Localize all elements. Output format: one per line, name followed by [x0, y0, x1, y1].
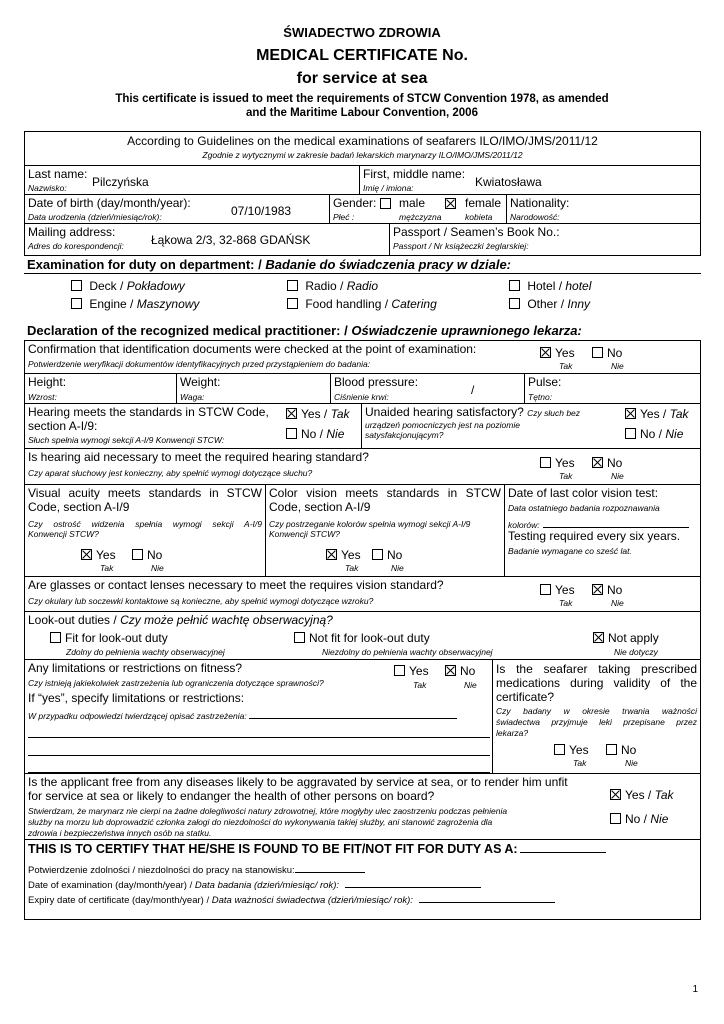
- unaided-yes-tak: Tak: [669, 407, 689, 421]
- specify-line-3[interactable]: [28, 755, 490, 756]
- acuity-yes-label: Yes: [96, 548, 116, 562]
- color-nie: Nie: [391, 563, 404, 573]
- last-name-value[interactable]: Pilczyńska: [92, 175, 149, 189]
- subtitle: for service at sea: [296, 70, 428, 87]
- acuity-no-label: No: [147, 548, 163, 562]
- hearing-aid-no-label: No: [607, 456, 623, 470]
- fit-lookout-checkbox[interactable]: [50, 632, 61, 643]
- diseases-yes-checkbox[interactable]: [610, 789, 621, 800]
- lookout-na-pl: Nie dotyczy: [614, 647, 658, 657]
- specify-en: If “yes”, specify limitations or restrictions:: [28, 691, 245, 705]
- fit-lookout-label: Fit for look-out duty: [65, 631, 168, 645]
- meds-nie: Nie: [625, 758, 638, 768]
- female-label-pl: kobieta: [465, 212, 493, 222]
- dept-radio[interactable]: [287, 279, 378, 293]
- declaration-heading-pl: Oświadczenie uprawnionego lekarza:: [351, 323, 582, 338]
- acuity-pl1: Czy ostrość widzenia spełnia wymogi sekcji A-I/9: [28, 519, 262, 529]
- radio-label-pl: Radio: [346, 279, 379, 293]
- duty-field[interactable]: [520, 842, 606, 853]
- personal-section: [24, 131, 701, 256]
- limitations-nie: Nie: [464, 680, 477, 690]
- acuity-no-checkbox[interactable]: [132, 549, 143, 560]
- certify-heading-text: THIS IS TO CERTIFY THAT HE/SHE IS FOUND TO BE FIT/NOT FIT FOR DUTY AS A:: [28, 842, 518, 856]
- glasses-yes-label: Yes: [555, 583, 575, 597]
- meds-no-label: No: [621, 743, 637, 757]
- unaided-yes-checkbox[interactable]: [625, 408, 636, 419]
- deck-label-pl: Pokładowy: [126, 279, 185, 293]
- male-checkbox[interactable]: [380, 198, 391, 209]
- hearing-en2: section A-I/9:: [28, 419, 98, 433]
- color-pl1: Czy postrzeganie kolorów spełnia wymogi sekcji A-I/9: [269, 519, 471, 529]
- meds-pl2: świadectwa przyjmuje leki przepisane przez: [496, 717, 697, 727]
- expiry-date-label-pl: Data ważności świadectwa (dzień/miesiąc/ rok):: [211, 895, 413, 906]
- expiry-date-field[interactable]: [419, 892, 555, 903]
- diseases-yes-label: Yes /: [625, 788, 652, 802]
- lookout-en: Look-out duties /: [28, 613, 117, 627]
- last-test-pl1: Data ostatniego badania rozpoznawania: [508, 503, 660, 513]
- other-checkbox[interactable]: [509, 298, 520, 309]
- guidelines-pl: Zgodnie z wytycznymi w zakresie badań lekarskich marynarzy ILO/IMO/JMS/2011/12: [202, 150, 523, 160]
- department-heading: [27, 257, 511, 272]
- specify-pl: [28, 708, 457, 721]
- hearing-aid-pl: Czy aparat słuchowy jest konieczny, aby spełnić wymogi dotyczące słuchu?: [28, 468, 313, 478]
- bp-label: Blood pressure:: [334, 375, 419, 389]
- six-years-en: Testing required every six years.: [508, 529, 681, 543]
- guidelines-en: According to Guidelines on the medical examinations of seafarers ILO/IMO/JMS/2011/12: [127, 134, 598, 148]
- dob-label-pl: Data urodzenia (dzień/miesiąc/rok):: [28, 212, 162, 222]
- identification-pl: Potwierdzenie weryfikacji dokumentów identyfikacyjnych przed przystąpieniem do badania:: [28, 359, 371, 369]
- passport-label-pl: Passport / Nr książeczki żeglarskiej:: [393, 241, 529, 251]
- weight-label: Weight:: [180, 375, 221, 389]
- diseases-pl3: zdrowia i bezpieczeństwa innych osób na statku.: [28, 828, 212, 838]
- engine-label: Engine /: [89, 297, 134, 311]
- acuity-en2: Code, section A-I/9: [28, 500, 130, 514]
- color-en1: Color vision meets standards in STCW: [269, 486, 501, 500]
- identification-no-checkbox[interactable]: [592, 347, 603, 358]
- page-number: 1: [692, 984, 698, 995]
- meds-en1: Is the seafarer taking prescribed: [496, 662, 697, 676]
- bp-separator: /: [471, 383, 475, 397]
- dept-deck[interactable]: [71, 279, 185, 293]
- lookout-heading: [28, 614, 333, 627]
- meds-yes-checkbox[interactable]: [554, 744, 565, 755]
- unaided-pl1: Czy słuch bez: [527, 408, 581, 418]
- not-fit-lookout-pl: Niezdolny do pełnienia wachty obserwacyjnej: [322, 647, 493, 657]
- hearing-aid-nie: Nie: [611, 471, 624, 481]
- hearing-no-label: No /: [301, 427, 324, 441]
- dob-label: Date of birth (day/month/year):: [28, 196, 191, 210]
- limitations-pl: Czy istnieją jakiekolwiek zastrzeżenia lub ograniczenia dotyczące sprawności?: [28, 678, 324, 688]
- specify-line-1[interactable]: [249, 708, 457, 719]
- limitations-no-label: No: [460, 664, 476, 678]
- radio-label: Radio /: [305, 279, 344, 293]
- glasses-pl: Czy okulary lub soczewki kontaktowe są konieczne, aby spełnić wymogi dotyczące wzroku?: [28, 596, 374, 606]
- gender-label-pl: Płeć :: [333, 212, 355, 222]
- glasses-yes-checkbox[interactable]: [540, 584, 551, 595]
- meds-pl3: lekarza?: [496, 728, 529, 738]
- color-no-checkbox[interactable]: [372, 549, 383, 560]
- hearing-en1: Hearing meets the standards in STCW Code,: [28, 405, 269, 419]
- other-label: Other /: [527, 297, 565, 311]
- acuity-yes-checkbox[interactable]: [81, 549, 92, 560]
- meds-pl1: Czy badany w okresie trwania ważności: [496, 706, 697, 716]
- six-years-pl: Badanie wymagane co sześć lat.: [508, 546, 632, 556]
- hearing-yes-tak: Tak: [330, 407, 350, 421]
- address-value[interactable]: Łąkowa 2/3, 32-868 GDAŃSK: [151, 233, 311, 247]
- hearing-yes-checkbox[interactable]: [286, 408, 297, 419]
- lookout-na-checkbox[interactable]: [593, 632, 604, 643]
- hearing-pl: Słuch spełnia wymogi sekcji A-I/9 Konwencji STCW:: [28, 435, 225, 445]
- declaration-heading: [27, 323, 582, 338]
- last-test-en: Date of last color vision test:: [508, 486, 659, 500]
- limitations-tak: Tak: [413, 680, 427, 690]
- diseases-yes-tak: Tak: [654, 788, 674, 802]
- diseases-no-checkbox[interactable]: [610, 813, 621, 824]
- meds-en3: certificate?: [496, 690, 555, 704]
- pulse-label: Pulse:: [528, 375, 562, 389]
- limitations-yes-label: Yes: [409, 664, 429, 678]
- identification-yes-label: Yes: [555, 346, 575, 360]
- passport-label: Passport / Seamen’s Book No.:: [393, 225, 560, 239]
- diseases-pl2: służby na morzu lub doprowadzić członka załogi do niezdolności do wykonywania takiej służby, ani stanowić zagrożenia dla: [28, 817, 493, 827]
- specify-pl-text: W przypadku odpowiedzi twierdzącej opisać zastrzeżenia:: [28, 711, 247, 721]
- hotel-checkbox[interactable]: [509, 280, 520, 291]
- first-name-label-pl: Imię / imiona:: [363, 183, 414, 193]
- declaration-heading-en: Declaration of the recognized medical practitioner: /: [27, 323, 348, 338]
- limitations-yes-checkbox[interactable]: [394, 665, 405, 676]
- specify-line-2[interactable]: [28, 737, 490, 738]
- department-heading-en: Examination for duty on department: /: [27, 257, 262, 272]
- acuity-nie: Nie: [151, 563, 164, 573]
- weight-label-pl: Waga:: [180, 392, 205, 402]
- engine-label-pl: Maszynowy: [136, 297, 200, 311]
- certify-pl: [28, 862, 365, 877]
- bp-label-pl: Ciśnienie krwi:: [334, 392, 389, 402]
- diseases-en2: for service at sea or likely to endanger the health of other persons on board?: [28, 789, 435, 803]
- hearing-no-nie: Nie: [326, 427, 345, 441]
- identification-tak: Tak: [559, 361, 573, 371]
- first-name-value[interactable]: Kwiatosława: [475, 175, 542, 189]
- unaided-pl3: satysfakcjonującym?: [365, 430, 444, 440]
- medical-section: [24, 340, 701, 840]
- nationality-label-pl: Narodowość:: [510, 212, 560, 222]
- nationality-label: Nationality:: [510, 196, 570, 210]
- identification-en: Confirmation that identification documents were checked at the point of examination:: [28, 342, 477, 356]
- identification-no-label: No: [607, 346, 623, 360]
- glasses-no-label: No: [607, 583, 623, 597]
- hearing-no-checkbox[interactable]: [286, 428, 297, 439]
- meds-no-checkbox[interactable]: [606, 744, 617, 755]
- expiry-date-label: Expiry date of certificate (day/month/year) /: [28, 895, 210, 906]
- dept-other[interactable]: [509, 297, 590, 311]
- deck-checkbox[interactable]: [71, 280, 82, 291]
- height-label: Height:: [28, 375, 67, 389]
- first-name-label: First, middle name:: [363, 167, 466, 181]
- unaided-pl2: urządzeń pomocniczych jest na poziomie: [365, 420, 520, 430]
- color-no-label: No: [387, 548, 403, 562]
- convention-note-line2: and the Maritime Labour Convention, 2006: [246, 107, 478, 119]
- diseases-en1: Is the applicant free from any diseases likely to be aggravated by service at sea, or to render him unfit: [28, 775, 568, 789]
- color-tak: Tak: [345, 563, 359, 573]
- meds-yes-label: Yes: [569, 743, 589, 757]
- hearing-yes-label: Yes /: [301, 407, 328, 421]
- meds-tak: Tak: [573, 758, 587, 768]
- diseases-pl1: Stwierdzam, że marynarz nie cierpi na żadne dolegliwości natury zdrowotnej, które mogłyby ulec zaostrzeniu podczas pełnienia: [28, 806, 508, 816]
- unaided-no-checkbox[interactable]: [625, 428, 636, 439]
- engine-checkbox[interactable]: [71, 298, 82, 309]
- position-field[interactable]: [295, 862, 365, 873]
- exam-date-label: Date of examination (day/month/year) /: [28, 880, 193, 891]
- hearing-aid-en: Is hearing aid necessary to meet the required hearing standard?: [28, 450, 369, 464]
- fit-lookout-pl: Zdolny do pełnienia wachty obserwacyjnej: [66, 647, 225, 657]
- glasses-tak: Tak: [559, 598, 573, 608]
- height-label-pl: Wzrost:: [28, 392, 57, 402]
- acuity-pl2: Konwencji STCW?: [28, 529, 99, 539]
- identification-yes-checkbox[interactable]: [540, 347, 551, 358]
- convention-note-line1: This certificate is issued to meet the requirements of STCW Convention 1978, as amended: [115, 93, 609, 105]
- pulse-label-pl: Tętno:: [528, 392, 553, 402]
- unaided-en-text: Unaided hearing satisfactory?: [365, 405, 524, 419]
- exam-date-field[interactable]: [345, 877, 481, 888]
- female-checkbox[interactable]: [445, 198, 456, 209]
- diseases-no-label: No /: [625, 812, 648, 826]
- department-heading-pl: Badanie do świadczenia pracy w dziale:: [265, 257, 512, 272]
- limitations-en: Any limitations or restrictions on fitness?: [28, 661, 243, 675]
- limitations-no-checkbox[interactable]: [445, 665, 456, 676]
- acuity-tak: Tak: [100, 563, 114, 573]
- dept-hotel[interactable]: [509, 279, 591, 293]
- unaided-yes-label: Yes /: [640, 407, 667, 421]
- last-test-date-field[interactable]: [543, 517, 689, 528]
- male-label-pl: mężczyzna: [399, 212, 442, 222]
- not-fit-lookout-checkbox[interactable]: [294, 632, 305, 643]
- unaided-no-nie: Nie: [665, 427, 684, 441]
- hearing-aid-yes-checkbox[interactable]: [540, 457, 551, 468]
- food-label-pl: Catering: [391, 297, 437, 311]
- color-pl2: Konwencji STCW?: [269, 529, 340, 539]
- identification-nie: Nie: [611, 361, 624, 371]
- dept-engine[interactable]: [71, 297, 199, 311]
- exam-date-row: [28, 877, 481, 892]
- deck-label: Deck /: [89, 279, 124, 293]
- not-fit-lookout-label: Not fit for look-out duty: [309, 631, 430, 645]
- hotel-label: Hotel /: [527, 279, 563, 293]
- last-test-pl2-text: kolorów:: [508, 520, 540, 530]
- lookout-na-label: Not apply: [608, 631, 659, 645]
- hotel-label-pl: hotel: [565, 279, 592, 293]
- last-name-label: Last name:: [28, 167, 88, 181]
- color-en2: Code, section A-I/9: [269, 500, 371, 514]
- hearing-aid-tak: Tak: [559, 471, 573, 481]
- certify-section: [24, 840, 701, 920]
- gender-label: Gender:: [333, 196, 377, 210]
- title-en: MEDICAL CERTIFICATE No.: [256, 47, 468, 64]
- dept-food[interactable]: [287, 297, 437, 311]
- dob-value[interactable]: 07/10/1983: [231, 204, 292, 218]
- radio-checkbox[interactable]: [287, 280, 298, 291]
- unaided-no-label: No /: [640, 427, 663, 441]
- food-label: Food handling /: [305, 297, 389, 311]
- unaided-en: [365, 406, 580, 419]
- hearing-aid-no-checkbox[interactable]: [592, 457, 603, 468]
- color-yes-label: Yes: [341, 548, 361, 562]
- hearing-aid-yes-label: Yes: [555, 456, 575, 470]
- food-checkbox[interactable]: [287, 298, 298, 309]
- title-pl: ŚWIADECTWO ZDROWIA: [283, 25, 441, 40]
- glasses-nie: Nie: [611, 598, 624, 608]
- meds-en2: medications during validity of the: [496, 676, 697, 690]
- address-label-pl: Adres do korespondencji:: [28, 241, 124, 251]
- acuity-en1: Visual acuity meets standards in STCW: [28, 486, 262, 500]
- color-yes-checkbox[interactable]: [326, 549, 337, 560]
- glasses-en: Are glasses or contact lenses necessary to meet the requires vision standard?: [28, 578, 444, 592]
- certify-heading: [28, 842, 606, 856]
- male-label: male: [399, 196, 426, 210]
- lookout-pl: Czy może pełnić wachtę obserwacyjną?: [120, 613, 333, 627]
- convention-note: [0, 92, 724, 120]
- exam-date-label-pl: Data badania (dzień/miesiąc/ rok):: [194, 880, 340, 891]
- female-label: female: [465, 196, 502, 210]
- expiry-date-row: [28, 892, 555, 907]
- glasses-no-checkbox[interactable]: [592, 584, 603, 595]
- certify-pl-text: Potwierdzenie zdolności / niezdolności do pracy na stanowisku:: [28, 865, 295, 876]
- address-label: Mailing address:: [28, 225, 116, 239]
- last-name-label-pl: Nazwisko:: [28, 183, 67, 193]
- diseases-no-nie: Nie: [650, 812, 669, 826]
- other-label-pl: Inny: [567, 297, 591, 311]
